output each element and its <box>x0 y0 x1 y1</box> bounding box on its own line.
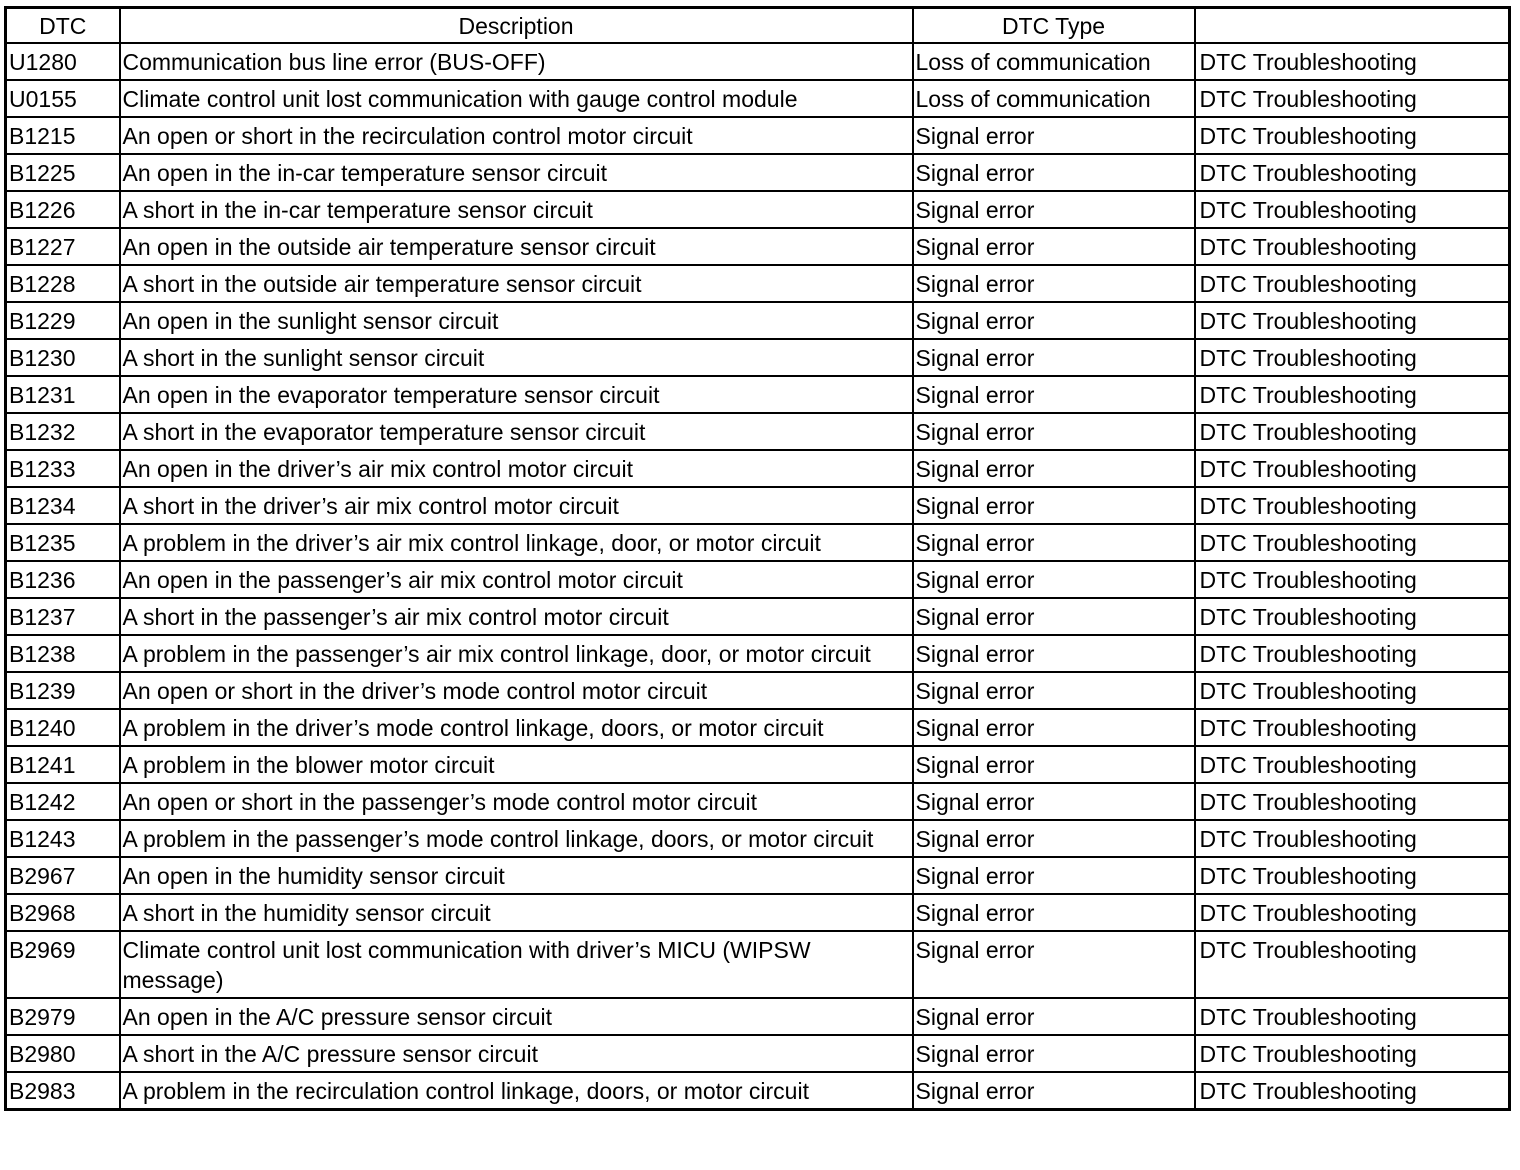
dtc-code-cell: B1230 <box>6 339 120 376</box>
dtc-type-cell: Signal error <box>913 376 1195 413</box>
dtc-code-cell: B1227 <box>6 228 120 265</box>
description-cell: A short in the A/C pressure sensor circuit <box>120 1035 913 1072</box>
table-header-row <box>6 8 1510 44</box>
table-row <box>6 783 1510 820</box>
header-description: Description <box>120 8 913 44</box>
dtc-type-cell: Signal error <box>913 820 1195 857</box>
description-cell: Climate control unit lost communication with driver’s MICU (WIPSW message) <box>120 931 913 998</box>
troubleshooting-link[interactable]: DTC Troubleshooting <box>1195 154 1510 191</box>
table-row <box>6 635 1510 672</box>
troubleshooting-link[interactable]: DTC Troubleshooting <box>1195 265 1510 302</box>
table-row <box>6 450 1510 487</box>
dtc-code-cell: B1237 <box>6 598 120 635</box>
description-cell: An open in the A/C pressure sensor circuit <box>120 998 913 1035</box>
troubleshooting-link[interactable]: DTC Troubleshooting <box>1195 561 1510 598</box>
description-cell: An open in the evaporator temperature sensor circuit <box>120 376 913 413</box>
description-cell: A problem in the recirculation control linkage, doors, or motor circuit <box>120 1072 913 1110</box>
description-cell: An open or short in the driver’s mode control motor circuit <box>120 672 913 709</box>
dtc-type-cell: Signal error <box>913 998 1195 1035</box>
dtc-type-cell: Signal error <box>913 598 1195 635</box>
troubleshooting-link[interactable]: DTC Troubleshooting <box>1195 783 1510 820</box>
dtc-type-cell: Signal error <box>913 228 1195 265</box>
dtc-type-cell: Loss of communication <box>913 43 1195 80</box>
description-cell: An open in the passenger’s air mix control motor circuit <box>120 561 913 598</box>
troubleshooting-link[interactable]: DTC Troubleshooting <box>1195 857 1510 894</box>
description-cell: A problem in the driver’s mode control linkage, doors, or motor circuit <box>120 709 913 746</box>
description-cell: An open in the humidity sensor circuit <box>120 857 913 894</box>
dtc-code-cell: B1242 <box>6 783 120 820</box>
dtc-type-cell: Loss of communication <box>913 80 1195 117</box>
dtc-code-cell: B2979 <box>6 998 120 1035</box>
dtc-type-cell: Signal error <box>913 339 1195 376</box>
dtc-code-cell: B2967 <box>6 857 120 894</box>
dtc-code-cell: B1243 <box>6 820 120 857</box>
description-cell: A short in the sunlight sensor circuit <box>120 339 913 376</box>
dtc-type-cell: Signal error <box>913 1035 1195 1072</box>
dtc-code-cell: B1215 <box>6 117 120 154</box>
header-dtc-type: DTC Type <box>913 8 1195 44</box>
description-cell: An open in the outside air temperature sensor circuit <box>120 228 913 265</box>
dtc-code-cell: B1238 <box>6 635 120 672</box>
troubleshooting-link[interactable]: DTC Troubleshooting <box>1195 450 1510 487</box>
table-row <box>6 1072 1510 1110</box>
table-row <box>6 672 1510 709</box>
dtc-code-cell: B1228 <box>6 265 120 302</box>
dtc-type-cell: Signal error <box>913 117 1195 154</box>
dtc-type-cell: Signal error <box>913 265 1195 302</box>
dtc-code-cell: B1229 <box>6 302 120 339</box>
dtc-code-cell: B1240 <box>6 709 120 746</box>
troubleshooting-link[interactable]: DTC Troubleshooting <box>1195 894 1510 931</box>
dtc-code-cell: B1226 <box>6 191 120 228</box>
description-cell: An open or short in the recirculation control motor circuit <box>120 117 913 154</box>
table-row <box>6 820 1510 857</box>
dtc-type-cell: Signal error <box>913 894 1195 931</box>
troubleshooting-link[interactable]: DTC Troubleshooting <box>1195 709 1510 746</box>
troubleshooting-link[interactable]: DTC Troubleshooting <box>1195 376 1510 413</box>
header-troubleshooting <box>1195 8 1510 44</box>
dtc-code-cell: B1231 <box>6 376 120 413</box>
table-row <box>6 857 1510 894</box>
troubleshooting-link[interactable]: DTC Troubleshooting <box>1195 487 1510 524</box>
dtc-code-cell: U0155 <box>6 80 120 117</box>
table-row <box>6 265 1510 302</box>
dtc-code-cell: B1235 <box>6 524 120 561</box>
dtc-code-cell: B1234 <box>6 487 120 524</box>
description-cell: Communication bus line error (BUS-OFF) <box>120 43 913 80</box>
dtc-type-cell: Signal error <box>913 857 1195 894</box>
dtc-code-cell: B1241 <box>6 746 120 783</box>
troubleshooting-link[interactable]: DTC Troubleshooting <box>1195 820 1510 857</box>
table-row <box>6 228 1510 265</box>
dtc-code-cell: U1280 <box>6 43 120 80</box>
description-cell: A short in the passenger’s air mix control motor circuit <box>120 598 913 635</box>
dtc-type-cell: Signal error <box>913 635 1195 672</box>
troubleshooting-link[interactable]: DTC Troubleshooting <box>1195 339 1510 376</box>
table-row <box>6 561 1510 598</box>
dtc-type-cell: Signal error <box>913 191 1195 228</box>
description-cell: A problem in the driver’s air mix control linkage, door, or motor circuit <box>120 524 913 561</box>
description-cell: A short in the outside air temperature sensor circuit <box>120 265 913 302</box>
troubleshooting-link[interactable]: DTC Troubleshooting <box>1195 598 1510 635</box>
dtc-type-cell: Signal error <box>913 1072 1195 1110</box>
dtc-type-cell: Signal error <box>913 154 1195 191</box>
dtc-type-cell: Signal error <box>913 672 1195 709</box>
table-row <box>6 117 1510 154</box>
troubleshooting-link[interactable]: DTC Troubleshooting <box>1195 117 1510 154</box>
troubleshooting-link[interactable]: DTC Troubleshooting <box>1195 746 1510 783</box>
table-row <box>6 487 1510 524</box>
table-row <box>6 154 1510 191</box>
table-row <box>6 1035 1510 1072</box>
table-row <box>6 746 1510 783</box>
table-row <box>6 894 1510 931</box>
table-row <box>6 524 1510 561</box>
troubleshooting-link[interactable]: DTC Troubleshooting <box>1195 998 1510 1035</box>
dtc-type-cell: Signal error <box>913 709 1195 746</box>
description-cell: A short in the humidity sensor circuit <box>120 894 913 931</box>
dtc-type-cell: Signal error <box>913 561 1195 598</box>
table-body <box>6 43 1510 1110</box>
table-row <box>6 302 1510 339</box>
dtc-type-cell: Signal error <box>913 302 1195 339</box>
description-cell: A problem in the blower motor circuit <box>120 746 913 783</box>
dtc-code-cell: B1236 <box>6 561 120 598</box>
dtc-type-cell: Signal error <box>913 487 1195 524</box>
dtc-code-cell: B1232 <box>6 413 120 450</box>
dtc-type-cell: Signal error <box>913 931 1195 998</box>
table-row <box>6 43 1510 80</box>
description-cell: A short in the in-car temperature sensor circuit <box>120 191 913 228</box>
dtc-code-cell: B1225 <box>6 154 120 191</box>
dtc-table <box>4 6 1511 1111</box>
dtc-code-cell: B2969 <box>6 931 120 998</box>
table-row <box>6 931 1510 998</box>
table-row <box>6 709 1510 746</box>
description-cell: An open or short in the passenger’s mode control motor circuit <box>120 783 913 820</box>
description-cell: An open in the sunlight sensor circuit <box>120 302 913 339</box>
troubleshooting-link[interactable]: DTC Troubleshooting <box>1195 524 1510 561</box>
description-cell: A problem in the passenger’s air mix control linkage, door, or motor circuit <box>120 635 913 672</box>
table-row <box>6 376 1510 413</box>
troubleshooting-link[interactable]: DTC Troubleshooting <box>1195 80 1510 117</box>
table-row <box>6 191 1510 228</box>
troubleshooting-link[interactable]: DTC Troubleshooting <box>1195 1035 1510 1072</box>
troubleshooting-link[interactable]: DTC Troubleshooting <box>1195 191 1510 228</box>
troubleshooting-link[interactable]: DTC Troubleshooting <box>1195 931 1510 998</box>
troubleshooting-link[interactable]: DTC Troubleshooting <box>1195 672 1510 709</box>
table-row <box>6 598 1510 635</box>
dtc-code-cell: B2983 <box>6 1072 120 1110</box>
dtc-code-cell: B2980 <box>6 1035 120 1072</box>
table-row <box>6 413 1510 450</box>
description-cell: A short in the driver’s air mix control motor circuit <box>120 487 913 524</box>
description-cell: A short in the evaporator temperature sensor circuit <box>120 413 913 450</box>
dtc-type-cell: Signal error <box>913 524 1195 561</box>
dtc-type-cell: Signal error <box>913 746 1195 783</box>
header-dtc: DTC <box>6 8 120 44</box>
description-cell: An open in the in-car temperature sensor circuit <box>120 154 913 191</box>
description-cell: Climate control unit lost communication with gauge control module <box>120 80 913 117</box>
dtc-type-cell: Signal error <box>913 783 1195 820</box>
troubleshooting-link[interactable]: DTC Troubleshooting <box>1195 413 1510 450</box>
dtc-code-cell: B1239 <box>6 672 120 709</box>
table-row <box>6 80 1510 117</box>
dtc-type-cell: Signal error <box>913 450 1195 487</box>
troubleshooting-link[interactable]: DTC Troubleshooting <box>1195 1072 1510 1110</box>
dtc-code-cell: B2968 <box>6 894 120 931</box>
dtc-type-cell: Signal error <box>913 413 1195 450</box>
table-row <box>6 998 1510 1035</box>
troubleshooting-link[interactable]: DTC Troubleshooting <box>1195 228 1510 265</box>
description-cell: A problem in the passenger’s mode control linkage, doors, or motor circuit <box>120 820 913 857</box>
troubleshooting-link[interactable]: DTC Troubleshooting <box>1195 302 1510 339</box>
table-row <box>6 339 1510 376</box>
description-cell: An open in the driver’s air mix control motor circuit <box>120 450 913 487</box>
dtc-code-cell: B1233 <box>6 450 120 487</box>
troubleshooting-link[interactable]: DTC Troubleshooting <box>1195 43 1510 80</box>
troubleshooting-link[interactable]: DTC Troubleshooting <box>1195 635 1510 672</box>
